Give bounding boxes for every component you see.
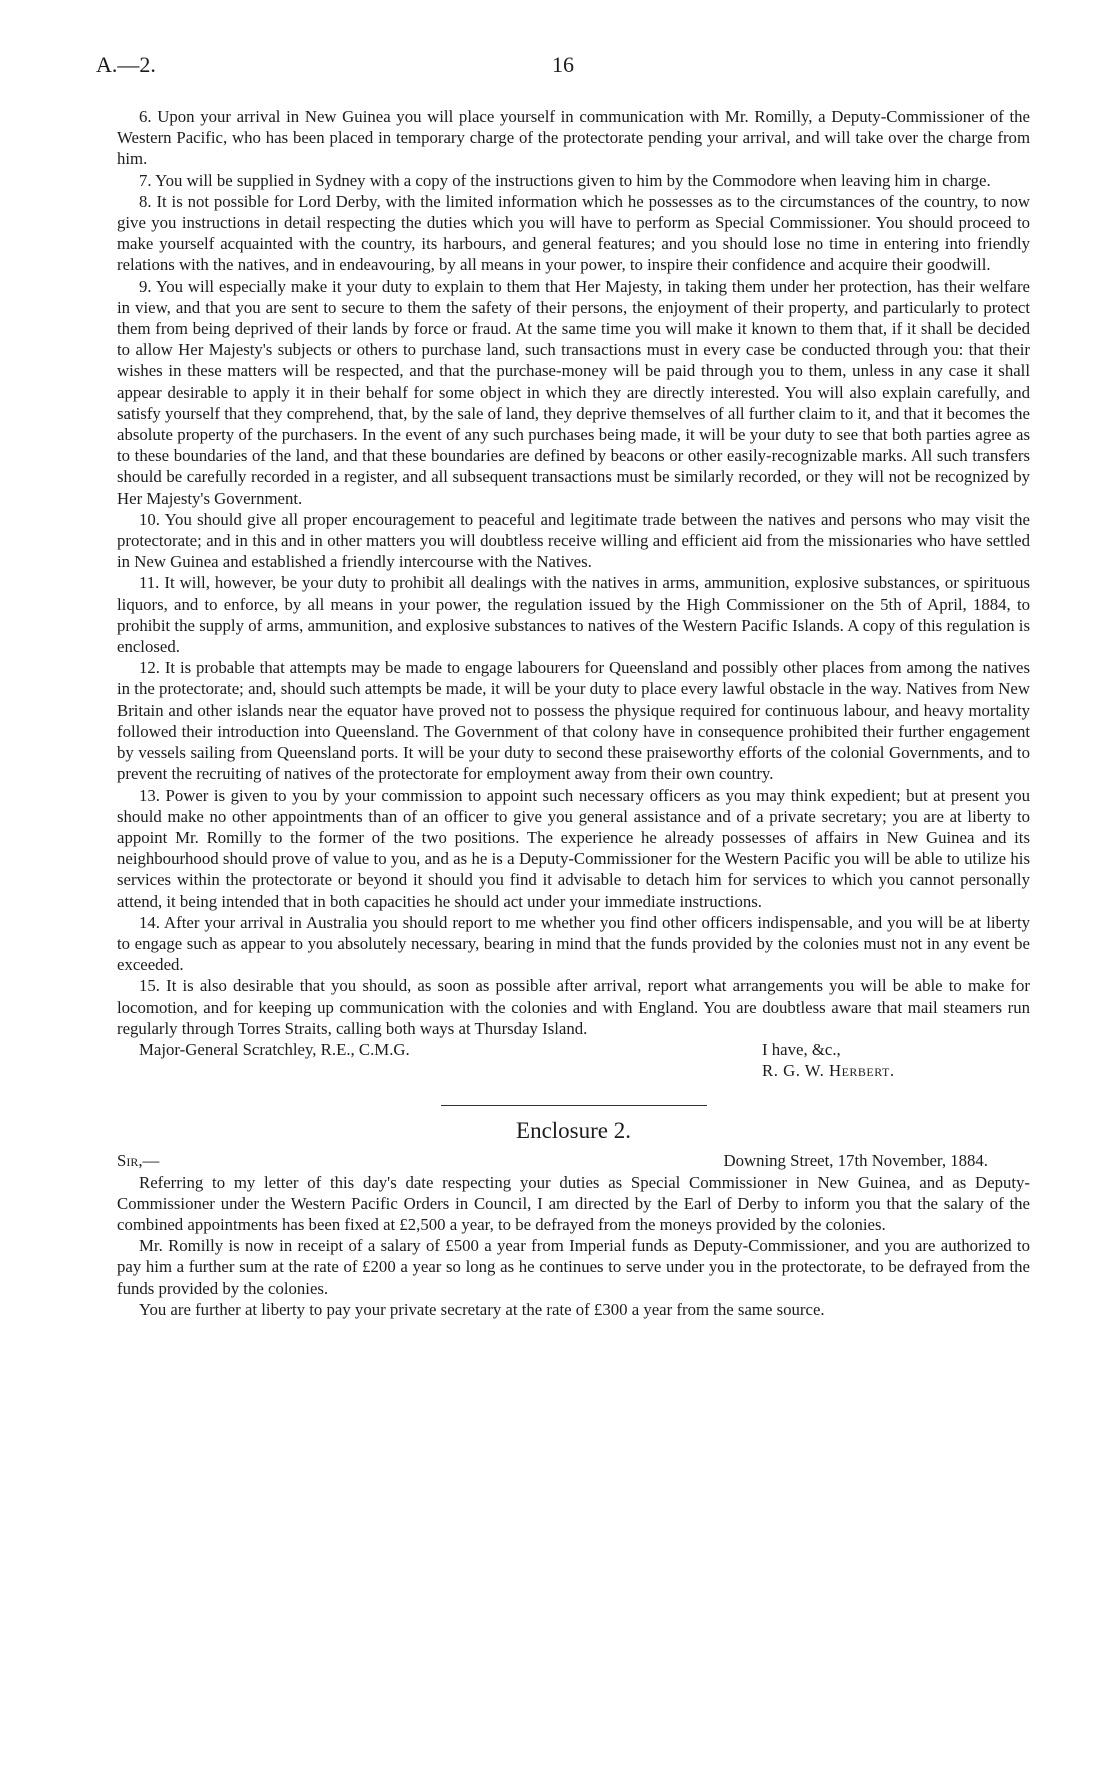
paragraph-6: 6. Upon your arrival in New Guinea you will place yourself in communication with Mr. Romilly, a Deputy-Commissioner of the Western Pacific, who has been placed in temporary charge of the protectorate pending your arrival, and will take over the charge from him. [117,107,1030,169]
addressee: Major-General Scratchley, R.E., C.M.G. [139,1039,410,1059]
enclosure-paragraph-2: Mr. Romilly is now in receipt of a salary of £500 a year from Imperial funds as Deputy-Commissioner, and you are authorized to pay him a further sum at the rate of £200 a year so long as he continues to serve under you in the protectorate, to be defrayed from the funds provided by the colonies. [117,1236,1030,1298]
page-number: 16 [552,52,574,77]
paragraph-15: 15. It is also desirable that you should, as soon as possible after arrival, report what arrangements you will be able to make for locomotion, and for keeping up communication with the colonies and with England. You are doubtless aware that mail steamers run regularly through Torres Straits, calling both ways at Thursday Island. [117,976,1030,1038]
paragraph-12: 12. It is probable that attempts may be made to engage labourers for Queensland and possibly other places from among the natives in the protectorate; and, should such attempts be made, it will be your duty to place every lawful obstacle in the way. Natives from New Britain and other islands near the equator have proved not to possess the physique required for continuous labour, and heavy mortality followed their introduction into Queensland. The Government of that colony have in consequence prohibited their further engagement by vessels sailing from Queensland ports. It will be your duty to second these praiseworthy efforts of the colonial Governments, and to prevent the recruiting of natives of the protectorate for employment away from their own country. [117,658,1030,784]
paragraph-8: 8. It is not possible for Lord Derby, with the limited information which he possesses as to the circumstances of the country, to now give you instructions in detail respecting the duties which you will have to perform as Special Commissioner. You should proceed to make yourself acquainted with the country, its harbours, and general features; and you should lose no time in entering into friendly relations with the natives, and in endeavouring, by all means in your power, to inspire their confidence and acquire their goodwill. [117,191,1030,275]
letter-date: Downing Street, 17th November, 1884. [723,1151,988,1171]
paragraph-7: 7. You will be supplied in Sydney with a copy of the instructions given to him by the Commodore when leaving him in charge. [139,170,991,190]
section-divider [441,1105,707,1106]
closing-line [117,1039,1030,1060]
enclosure-paragraph-3: You are further at liberty to pay your private secretary at the rate of £300 a year from the same source. [139,1299,825,1319]
paragraph-9: 9. You will especially make it your duty to explain to them that Her Majesty, in taking them under her protection, has their welfare in view, and that you are sent to secure to them the safety of their persons, the enjoyment of their property, and particularly to protect them from being deprived of their lands by force or fraud. At the same time you will make it known to them that, if it shall be decided to allow Her Majesty's subjects or others to purchase land, such transactions must in every case be conducted through you: that their wishes in these matters will be respected, and that the purchase-money will be paid through you to them, unless in any case it shall appear desirable to apply it in their behalf for some object in which they are directly interested. You will also explain carefully, and satisfy yourself that they comprehend, that, by the sale of land, they deprive themselves of all further claim to it, and that it becomes the absolute property of the purchasers. In the event of any such purchases being made, it will be your duty to see that both parties agree as to these boundaries of the land, and that these boundaries are defined by beacons or other easily-recognizable marks. All such transfers should be carefully recorded in a register, and all subsequent transactions must be similarly recorded, or they will not be recognized by Her Majesty's Government. [117,276,1030,508]
paragraph-11: 11. It will, however, be your duty to prohibit all dealings with the natives in arms, ammunition, explosive substances, or spirituous liquors, and to enforce, by all means in your power, the regulation issued by the High Commissioner on the 5th of April, 1884, to prohibit the supply of arms, ammunition, and explosive substances to natives of the Western Pacific Islands. A copy of this regulation is enclosed. [117,573,1030,657]
enclosure-title: Enclosure 2. [516,1118,631,1144]
enclosure-dateline [117,1150,1030,1171]
letter-body [117,106,1030,1320]
paragraph-10: 10. You should give all proper encouragement to peaceful and legitimate trade between the natives and persons who may visit the protectorate; and in this and in other matters you will doubtless receive willing and efficient aid from the missionaries who have settled in New Guinea and established a friendly intercourse with the Natives. [117,509,1030,572]
closing-phrase: I have, &c., [762,1039,841,1059]
document-reference: A.—2. [96,52,156,77]
enclosure-paragraph-1: Referring to my letter of this day's date respecting your duties as Special Commissioner in New Guinea, and as Deputy-Commissioner under the Western Pacific Orders in Council, I am directed by the Earl of Derby to inform you that the salary of the combined appointments has been fixed at £2,500 a year, to be defrayed from the moneys provided by the colonies. [117,1172,1030,1234]
signature: R. G. W. Herbert. [762,1061,895,1081]
signature-line [117,1060,1030,1081]
paragraph-13: 13. Power is given to you by your commission to appoint such necessary officers as you may think expedient; but at present you should make no other appointments than of an officer to give you general assistance and of a private secretary; you are at liberty to appoint Mr. Romilly to the former of the two positions. The experience he already possesses of affairs in New Guinea and its neighbourhood should prove of value to you, and as he is a Deputy-Commissioner for the Western Pacific you will be able to utilize his services within the protectorate or beyond it should you find it advisable to detach him for services to which you cannot personally attend, it being intended that in both capacities he should act under your immediate instructions. [117,785,1030,911]
paragraph-14: 14. After your arrival in Australia you should report to me whether you find other officers indispensable, and you will be at liberty to engage such as appear to you absolutely necessary, bearing in mind that the funds provided by the colonies must not in any event be exceeded. [117,912,1030,975]
salutation: Sir,— [117,1151,160,1171]
page-header [96,52,1030,84]
